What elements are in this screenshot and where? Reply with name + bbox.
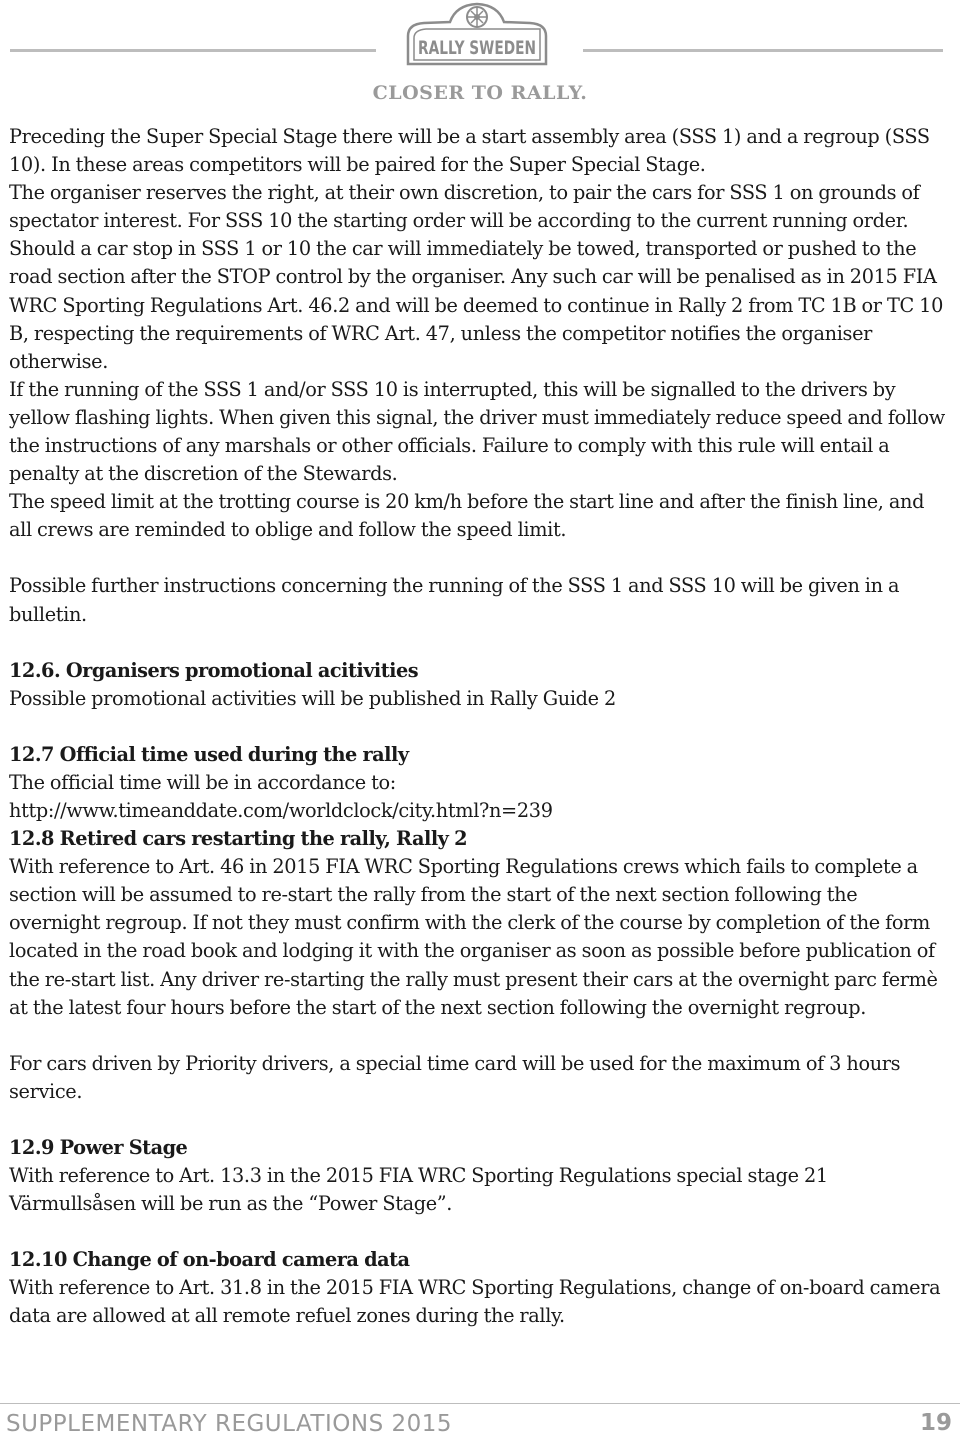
paragraph-gap — [9, 1106, 949, 1134]
header-rule-left — [10, 49, 376, 52]
paragraph-gap — [9, 1022, 949, 1050]
footer-title: SUPPLEMENTARY REGULATIONS 2015 — [6, 1411, 453, 1437]
paragraph-gap — [9, 1218, 949, 1246]
paragraph: The speed limit at the trotting course is 20 km/h before the start line and after the finish line, and all crews are reminded to oblige and follow the speed limit. — [9, 490, 925, 542]
logo-text: RALLY SWEDEN — [418, 37, 536, 59]
time-url: http://www.timeanddate.com/worldclock/city.html?n=239 — [9, 798, 553, 822]
section-heading-12-7: 12.7 Official time used during the rally — [9, 742, 409, 766]
paragraph: The official time will be in accordance to: — [9, 770, 396, 794]
section-heading-12-10: 12.10 Change of on-board camera data — [9, 1248, 410, 1272]
rally-sweden-logo — [404, 2, 550, 68]
section-heading-12-6: 12.6. Organisers promotional acitivities — [9, 658, 419, 682]
header-rule-right — [583, 49, 943, 52]
paragraph: With reference to Art. 13.3 in the 2015 FIA WRC Sporting Regulations special stage 21 Värmullsåsen will be run as the “Power Stage”. — [9, 1164, 828, 1216]
paragraph: Possible further instructions concerning the running of the SSS 1 and SSS 10 will be given in a bulletin. — [9, 574, 900, 626]
document-body — [9, 123, 949, 1330]
paragraph: Possible promotional activities will be published in Rally Guide 2 — [9, 686, 616, 710]
section-heading-12-8: 12.8 Retired cars restarting the rally, Rally 2 — [9, 827, 467, 851]
paragraph: With reference to Art. 31.8 in the 2015 FIA WRC Sporting Regulations, change of on-board camera data are allowed at all remote refuel zones during the rally. — [9, 1276, 941, 1328]
paragraph: Should a car stop in SSS 1 or 10 the car will immediately be towed, transported or pushed to the road section after the STOP control by the organiser. Any such car will be penalised as in 2015 FIA WRC Sporting Regulations Art. 46.2 and will be deemed to continue in Rally 2 from TC 1B or TC 10 B, respecting the requirements of WRC Art. 47, unless the competitor notifies the organiser otherwise. — [9, 237, 943, 373]
paragraph-gap — [9, 713, 949, 741]
tagline: CLOSER TO RALLY. — [372, 82, 588, 104]
paragraph: If the running of the SSS 1 and/or SSS 10 is interrupted, this will be signalled to the drivers by yellow flashing lights. When given this signal, the driver must immediately reduce speed and follow the instructions of any marshals or other officials. Failure to comply with this rule will entail a penalty at the discretion of the Stewards. — [9, 377, 945, 486]
paragraph: The organiser reserves the right, at their own discretion, to pair the cars for SSS 1 on grounds of spectator interest. For SSS 10 the starting order will be according to the current running order. — [9, 181, 920, 233]
paragraph: For cars driven by Priority drivers, a special time card will be used for the maximum of 3 hours service. — [9, 1051, 901, 1103]
paragraph-gap — [9, 629, 949, 657]
section-heading-12-9: 12.9 Power Stage — [9, 1135, 188, 1159]
page-header — [0, 0, 960, 110]
paragraph-gap — [9, 544, 949, 572]
footer-rule — [0, 1403, 960, 1404]
paragraph: With reference to Art. 46 in 2015 FIA WRC Sporting Regulations crews which fails to complete a section will be assumed to re-start the rally from the start of the next section following the overnight regroup. If not they must confirm with the clerk of the course by completion of the form located in the road book and lodging it with the organiser as soon as possible before publication of the re-start list. Any driver re-starting the rally must present their cars at the overnight parc fermè at the latest four hours before the start of the next section following the overnight regroup. — [9, 855, 938, 1019]
paragraph: Preceding the Super Special Stage there will be a start assembly area (SSS 1) and a regroup (SSS 10). In these areas competitors will be paired for the Super Special Stage. — [9, 125, 930, 177]
page-number: 19 — [919, 1410, 952, 1436]
